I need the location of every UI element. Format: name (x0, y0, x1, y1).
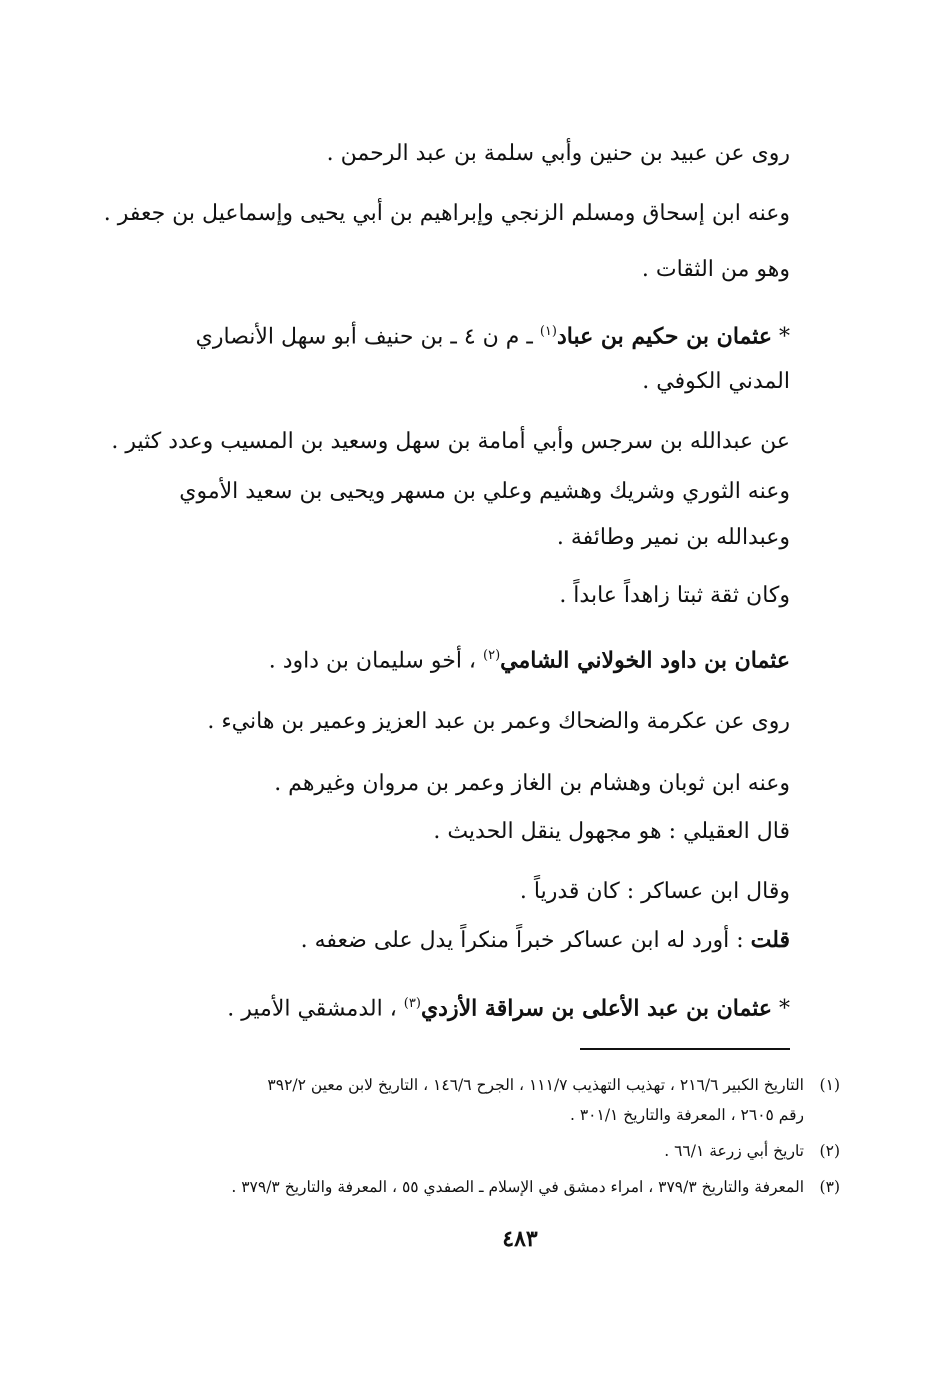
footnote-text: تاريخ أبي زرعة ٦٦/١ . (664, 1142, 804, 1160)
footnote (664, 1140, 840, 1162)
text-line: قال العقيلي : هو مجهول ينقل الحديث . (433, 819, 790, 844)
footnote-marker: (٢) (483, 648, 501, 663)
footnote (231, 1176, 840, 1198)
entry-heading-line (196, 318, 790, 351)
footnote-number: (٣) (819, 1178, 840, 1196)
entry-heading-line (269, 642, 790, 675)
entry-star: * (779, 324, 790, 350)
entry-star: * (779, 996, 790, 1022)
text-line: وعنه ابن إسحاق ومسلم الزنجي وإبراهيم بن أبي يحيى وإسماعيل بن جعفر . (103, 201, 790, 226)
entry-rest: ، أخو سليمان بن داود . (268, 648, 484, 674)
text-line: وعنه الثوري وشريك وهشيم وعلي بن مسهر ويحيى بن سعيد الأموي (179, 479, 790, 504)
text-line: وعنه ابن ثوبان وهشام بن الغاز وعمر بن مروان وغيرهم . (274, 771, 790, 796)
entry-rest: ـ م ن ٤ ـ بن حنيف أبو سهل الأنصاري (195, 324, 540, 350)
note-line (301, 926, 790, 955)
footnote-text: التاريخ الكبير ٢١٦/٦ ، تهذيب التهذيب ١١١/٧ ، الجرح ١٤٦/٦ ، التاريخ لابن معين ٣٩٢/٢ (267, 1076, 804, 1094)
text-line: وعبدالله بن نمير وطائفة . (556, 525, 790, 550)
note-text: : أورد له ابن عساكر خبراً منكراً يدل على ضعفه . (300, 928, 751, 953)
entry-heading-line (227, 990, 790, 1023)
footnote-marker: (٣) (403, 996, 421, 1011)
entry-name: عثمان بن عبد الأعلى بن سراقة الأزدي (420, 995, 772, 1022)
footnote-continuation (570, 1104, 804, 1126)
footnote-text: رقم ٢٦٠٥ ، المعرفة والتاريخ ٣٠١/١ . (569, 1106, 804, 1124)
footnote-divider (580, 1048, 790, 1050)
page-number: ٤٨٣ (502, 1226, 538, 1252)
text-line: وهو من الثقات . (641, 257, 790, 282)
footnote-number: (٢) (819, 1142, 840, 1160)
text-line: وقال ابن عساكر : كان قدرياً . (519, 879, 790, 904)
footnote-marker: (١) (539, 324, 557, 339)
text-line: وكان ثقة ثبتا زاهداً عابداً . (559, 583, 790, 608)
text-line: المدني الكوفي . (642, 369, 790, 394)
note-label: قلت (750, 927, 790, 953)
text-line: روى عن عكرمة والضحاك وعمر بن عبد العزيز وعمير بن هانيء . (207, 709, 790, 734)
text-line: روى عن عبيد بن حنين وأبي سلمة بن عبد الرحمن . (326, 141, 790, 166)
footnote-text: المعرفة والتاريخ ٣٧٩/٣ ، امراء دمشق في الإسلام ـ الصفدي ٥٥ ، المعرفة والتاريخ ٣٧٩/٣ . (231, 1178, 804, 1196)
entry-rest: ، الدمشقي الأمير . (227, 996, 404, 1022)
text-line: عن عبدالله بن سرجس وأبي أمامة بن سهل وسعيد بن المسيب وعدد كثير . (111, 429, 790, 454)
footnote-number: (١) (819, 1076, 840, 1094)
entry-name: عثمان بن داود الخولاني الشامي (500, 647, 790, 674)
entry-name: عثمان بن حكيم بن عباد (556, 323, 772, 350)
footnote (267, 1074, 840, 1096)
